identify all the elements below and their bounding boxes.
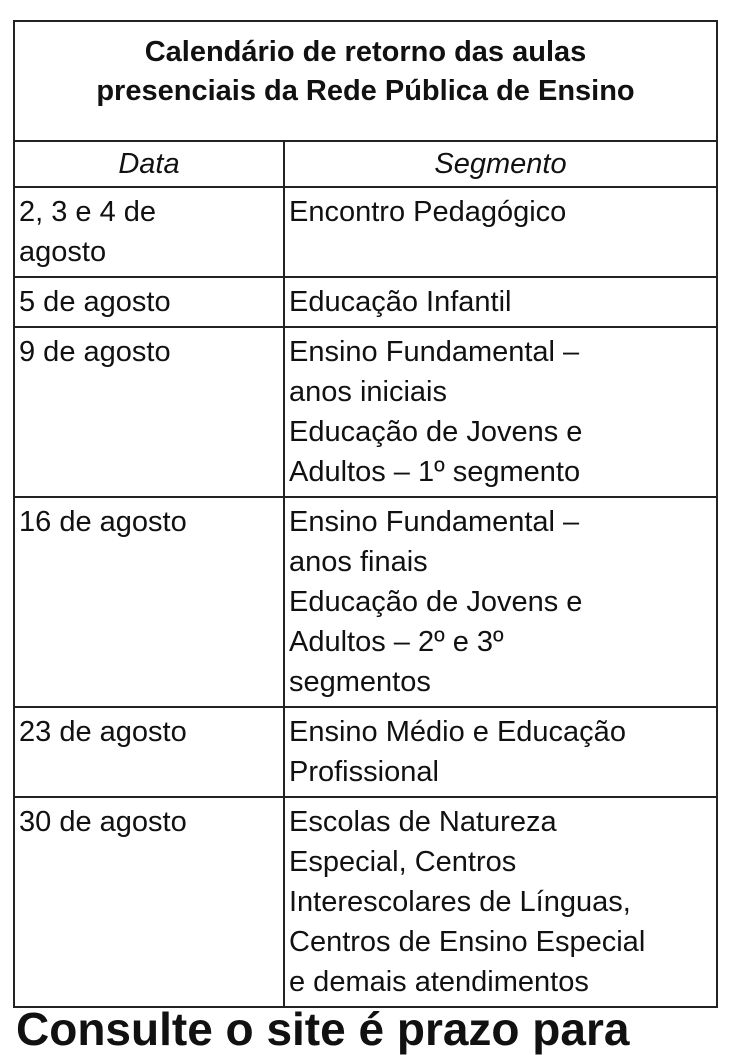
date-text: 16 de agosto [19, 506, 187, 538]
segment-text: Educação de Jovens e [289, 586, 583, 618]
segment-text: Ensino Fundamental – [289, 506, 580, 538]
header-date-label: Data [118, 148, 180, 180]
date-text: 23 de agosto [19, 716, 187, 748]
date-text: 2, 3 e 4 de [19, 196, 157, 228]
date-cell [15, 328, 285, 496]
segment-cell [285, 328, 716, 496]
segment-cell [285, 498, 716, 706]
segment-text: anos finais [289, 546, 428, 578]
table-title-line-1: Calendário de retorno das aulas [144, 36, 587, 68]
segment-text: Adultos – 1º segmento [289, 456, 581, 488]
segment-text: Centros de Ensino Especial [289, 926, 646, 958]
table-title-line-2: presenciais da Rede Pública de Ensino [96, 75, 635, 107]
header-segment-label: Segmento [434, 148, 567, 180]
segment-text: segmentos [289, 666, 431, 698]
date-cell [15, 278, 285, 326]
segment-text: e demais atendimentos [289, 966, 589, 998]
segment-text: Adultos – 2º e 3º [289, 626, 504, 658]
segment-text: Interescolares de Línguas, [289, 886, 631, 918]
table-row [15, 798, 716, 1006]
segment-text: anos iniciais [289, 376, 447, 408]
table-body [15, 188, 716, 1006]
segment-text: Ensino Fundamental – [289, 336, 580, 368]
segment-cell [285, 798, 716, 1006]
cut-off-caption [16, 1003, 756, 1055]
table-row [15, 708, 716, 798]
calendar-table [13, 20, 718, 1008]
header-cell-segment [285, 142, 716, 186]
table-header-row [15, 142, 716, 188]
table-title [15, 22, 716, 142]
table-row [15, 498, 716, 708]
date-text: 5 de agosto [19, 286, 171, 318]
date-text: 9 de agosto [19, 336, 171, 368]
segment-text: Encontro Pedagógico [289, 196, 567, 228]
segment-cell [285, 708, 716, 796]
table-row [15, 328, 716, 498]
cut-off-caption-text: Consulte o site é prazo para [16, 1003, 630, 1055]
table-row [15, 188, 716, 278]
segment-text: Profissional [289, 756, 439, 788]
segment-text: Ensino Médio e Educação [289, 716, 626, 748]
date-cell [15, 188, 285, 276]
segment-cell [285, 278, 716, 326]
date-text: agosto [19, 236, 107, 268]
segment-text: Educação Infantil [289, 286, 512, 318]
segment-text: Especial, Centros [289, 846, 517, 878]
segment-text: Educação de Jovens e [289, 416, 583, 448]
date-text: 30 de agosto [19, 806, 187, 838]
table-row [15, 278, 716, 328]
date-cell [15, 798, 285, 1006]
date-cell [15, 708, 285, 796]
segment-text: Escolas de Natureza [289, 806, 557, 838]
segment-cell [285, 188, 716, 276]
header-cell-date [15, 142, 285, 186]
date-cell [15, 498, 285, 706]
